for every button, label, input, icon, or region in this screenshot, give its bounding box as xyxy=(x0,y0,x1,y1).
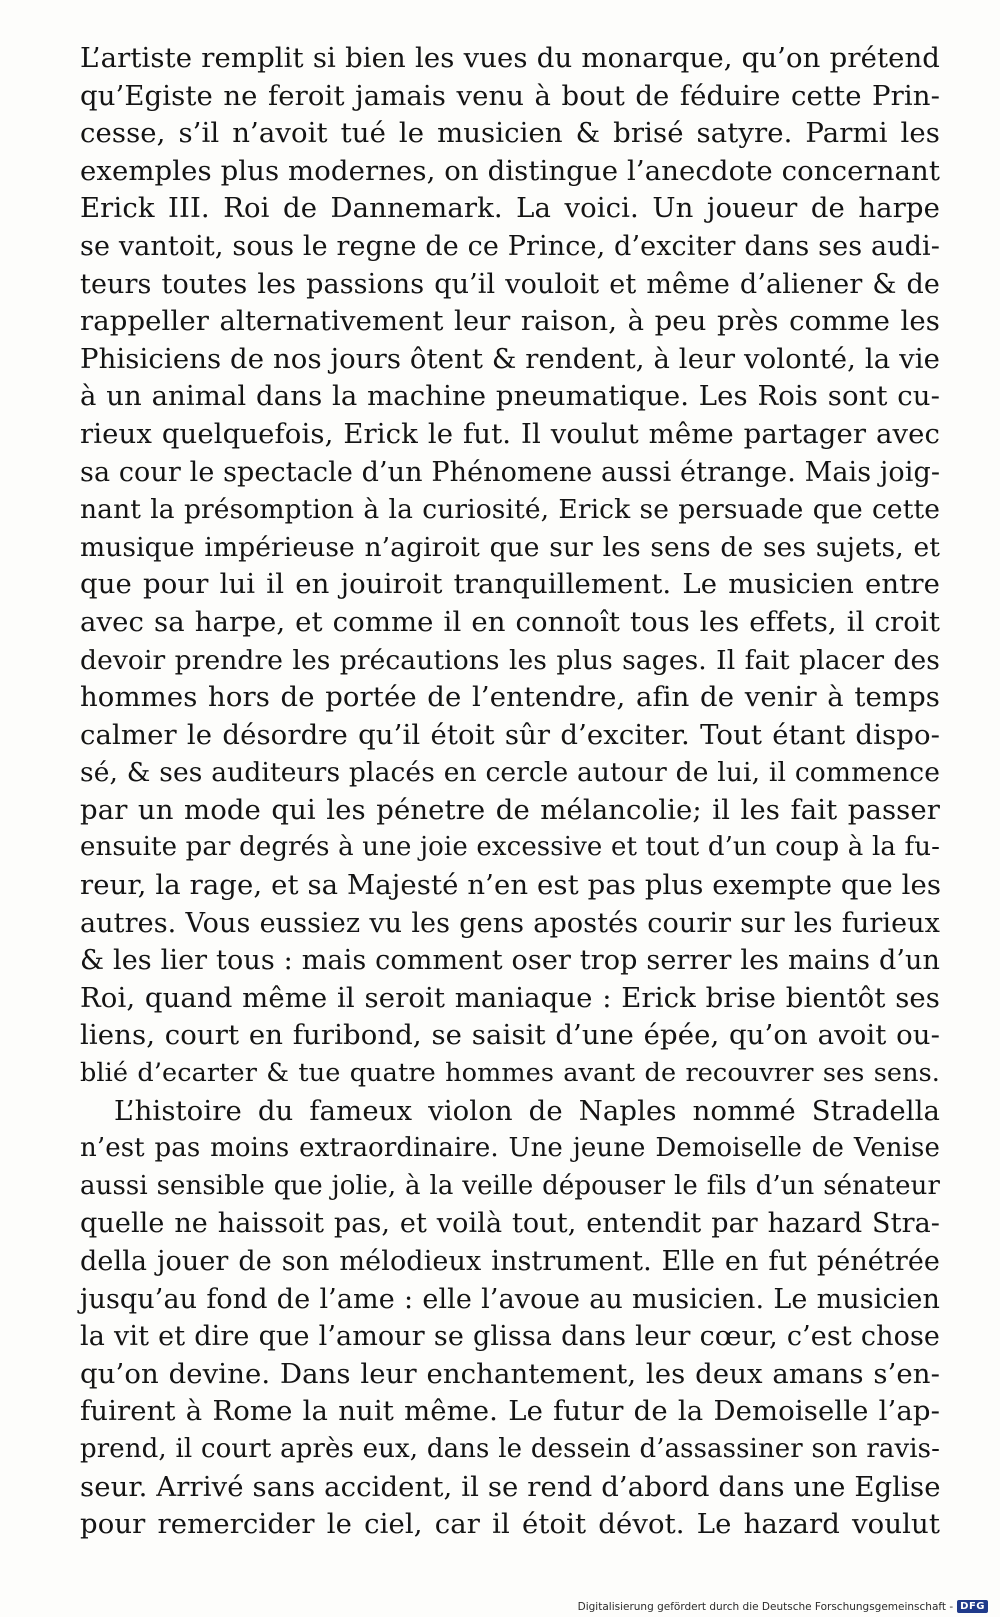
text-line: teurs toutes les passions qu’il vouloit et même d’aliener & de xyxy=(80,268,940,300)
text-line: liens, court en furibond, se saisit d’une épée, qu’on avoit ou- xyxy=(80,1019,940,1052)
dfg-logo: DFG xyxy=(957,1600,988,1613)
text-line: cesse, s’il n’avoit tué le musicien & brisé satyre. Parmi les xyxy=(80,117,940,150)
text-line: qu’on devine. Dans leur enchantement, les deux amans s’en- xyxy=(80,1357,940,1390)
text-line: Phisiciens de nos jours ôtent & rendent, à leur volonté, la vie xyxy=(80,342,940,375)
text-line: pour remercider le ciel, car il étoit dévot. Le hazard voulut xyxy=(80,1508,940,1541)
text-line: nant la présomption à la curiosité, Erick se persuade que cette xyxy=(80,494,940,526)
text-line: della jouer de son mélodieux instrument. Elle en fut pénétrée xyxy=(80,1246,940,1277)
text-line: sa cour le spectacle d’un Phénomene aussi étrange. Mais joig- xyxy=(80,456,941,488)
text-line: quelle ne haissoit pas, et voilà tout, entendit par hazard Stra- xyxy=(80,1208,940,1240)
text-line: Erick III. Roi de Dannemark. La voici. Un joueur de harpe xyxy=(80,192,940,225)
text-line: avec sa harpe, et comme il en connoît tous les effets, il croit xyxy=(80,605,940,638)
text-line: devoir prendre les précautions les plus sages. Il fait placer des xyxy=(80,644,940,676)
text-line: fuirent à Rome la nuit même. Le futur de la Demoiselle l’ap- xyxy=(80,1395,940,1428)
digitization-credit xyxy=(578,1600,988,1613)
text-line: par un mode qui les pénetre de mélancolie; il les fait passer xyxy=(80,793,940,826)
text-line: sé, & ses auditeurs placés en cercle autour de lui, il commence xyxy=(80,757,940,789)
text-line: que pour lui il en jouiroit tranquillement. Le musicien entre xyxy=(80,568,940,601)
text-line: se vantoit, sous le regne de ce Prince, d’exciter dans ses audi- xyxy=(80,230,940,262)
text-line: rappeller alternativement leur raison, à peu près comme les xyxy=(80,305,940,338)
text-line: rieux quelquefois, Erick le fut. Il voulut même partager avec xyxy=(80,417,940,450)
text-line: musique impérieuse n’agiroit que sur les sens de ses sujets, et xyxy=(80,531,940,563)
text-line: ensuite par degrés à une joie excessive et tout d’un coup à la fu- xyxy=(80,832,940,863)
text-line: n’est pas moins extraordinaire. Une jeune Demoiselle de Venise xyxy=(80,1133,940,1164)
text-line: à un animal dans la machine pneumatique. Les Rois sont cu- xyxy=(80,380,940,413)
text-line: exemples plus modernes, on distingue l’anecdote concernant xyxy=(80,154,940,187)
text-line: autres. Vous eussiez vu les gens apostés courir sur les furieux xyxy=(80,907,940,939)
text-line: Roi, quand même il seroit maniaque : Erick brise bientôt ses xyxy=(80,981,940,1014)
text-line: aussi sensible que jolie, à la veille dépouser le fils d’un sénateur xyxy=(80,1170,940,1201)
text-line: hommes hors de portée de l’entendre, afin de venir à temps xyxy=(80,681,940,714)
body-text xyxy=(80,40,940,1544)
text-line: seur. Arrivé sans accident, il se rend d’abord dans une Eglise xyxy=(80,1470,941,1503)
text-line: prend, il court après eux, dans le dessein d’assassiner son ravis- xyxy=(80,1433,940,1464)
text-line: L’artiste remplit si bien les vues du monarque, qu’on prétend xyxy=(80,42,940,74)
paragraph-start-line: L’histoire du fameux violon de Naples nommé Stradella xyxy=(114,1094,940,1127)
text-line: reur, la rage, et sa Majesté n’en est pas plus exempte que les xyxy=(80,869,942,902)
text-line: la vit et dire que l’amour se glissa dans leur cœur, c’est chose xyxy=(80,1321,940,1353)
text-line: blié d’ecarter & tue quatre hommes avant de recouvrer ses sens. xyxy=(80,1058,940,1089)
text-line: jusqu’au fond de l’ame : elle l’avoue au musicien. Le musicien xyxy=(80,1283,940,1315)
text-line: qu’Egiste ne feroit jamais venu à bout de féduire cette Prin- xyxy=(80,79,940,112)
text-line: & les lier tous : mais comment oser trop serrer les mains d’un xyxy=(80,945,940,977)
text-line: calmer le désordre qu’il étoit sûr d’exciter. Tout étant dispo- xyxy=(80,718,940,751)
credit-text: Digitalisierung gefördert durch die Deutsche Forschungsgemeinschaft - xyxy=(577,1600,954,1613)
